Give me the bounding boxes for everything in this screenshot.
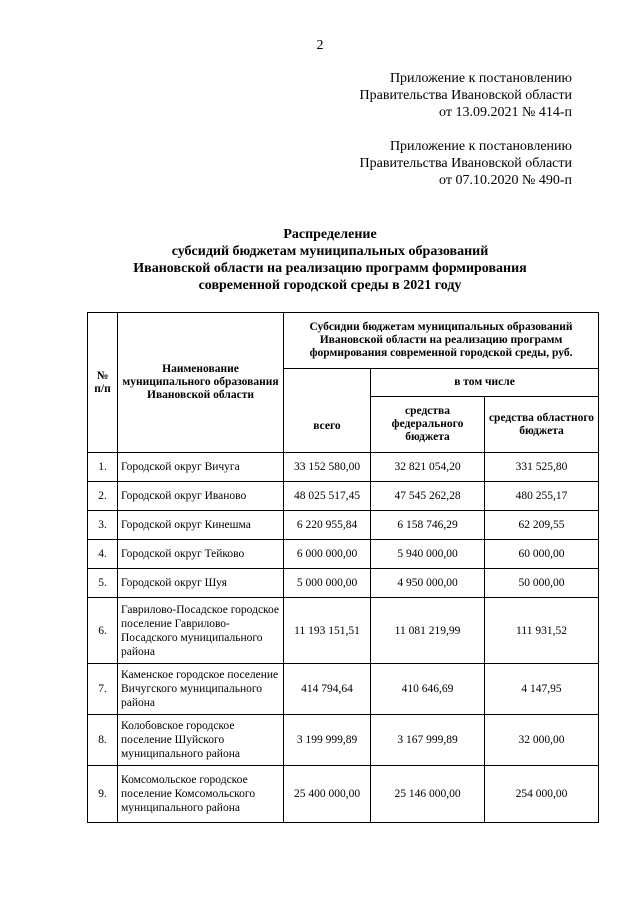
municipality-name: Городской округ Иваново	[118, 482, 284, 511]
table-row	[88, 664, 599, 715]
table-row	[88, 511, 599, 540]
regional-amount: 4 147,95	[485, 664, 599, 715]
page-number: 2	[316, 38, 324, 53]
federal-amount: 25 146 000,00	[371, 766, 485, 823]
regional-amount: 480 255,17	[485, 482, 599, 511]
total-amount: 33 152 580,00	[284, 453, 371, 482]
table-row	[88, 540, 599, 569]
municipality-name: Городской округ Вичуга	[118, 453, 284, 482]
municipality-name: Городской округ Шуя	[118, 569, 284, 598]
municipality-name: Городской округ Тейково	[118, 540, 284, 569]
appendix-current-line1: Приложение к постановлению	[389, 71, 572, 86]
table-row	[88, 598, 599, 664]
appendix-current-line2: Правительства Ивановской области	[359, 88, 572, 103]
distribution-table	[87, 312, 599, 823]
table-row	[88, 453, 599, 482]
federal-amount: 6 158 746,29	[371, 511, 485, 540]
row-number: 7.	[88, 664, 118, 715]
federal-amount: 410 646,69	[371, 664, 485, 715]
federal-amount: 3 167 999,89	[371, 715, 485, 766]
total-amount: 414 794,64	[284, 664, 371, 715]
regional-amount: 254 000,00	[485, 766, 599, 823]
appendix-original-line2: Правительства Ивановской области	[359, 156, 572, 171]
appendix-current-line3: от 13.09.2021 № 414-п	[439, 105, 572, 120]
appendix-original-line1: Приложение к постановлению	[389, 139, 572, 154]
appendix-original	[360, 138, 572, 189]
row-number: 6.	[88, 598, 118, 664]
regional-amount: 331 525,80	[485, 453, 599, 482]
document-title	[60, 226, 600, 294]
title-line4: современной городской среды в 2021 году	[198, 278, 462, 293]
federal-amount: 47 545 262,28	[371, 482, 485, 511]
row-number: 2.	[88, 482, 118, 511]
appendix-current	[360, 70, 572, 121]
total-amount: 48 025 517,45	[284, 482, 371, 511]
federal-amount: 4 950 000,00	[371, 569, 485, 598]
federal-amount: 11 081 219,99	[371, 598, 485, 664]
header-subsidy: Субсидии бюджетам муниципальных образований Ивановской области на реализацию программ формирования современной городской среды, руб.	[284, 313, 599, 369]
title-line1: Распределение	[283, 227, 377, 242]
total-amount: 6 220 955,84	[284, 511, 371, 540]
total-amount: 11 193 151,51	[284, 598, 371, 664]
municipality-name: Городской округ Кинешма	[118, 511, 284, 540]
total-amount: 25 400 000,00	[284, 766, 371, 823]
total-amount: 5 000 000,00	[284, 569, 371, 598]
row-number: 8.	[88, 715, 118, 766]
header-federal: средства федерального бюджета	[371, 397, 485, 453]
row-number: 3.	[88, 511, 118, 540]
header-including: в том числе	[371, 369, 599, 397]
regional-amount: 62 209,55	[485, 511, 599, 540]
header-name: Наименование муниципального образования Ивановской области	[118, 313, 284, 453]
table-row	[88, 715, 599, 766]
header-regional: средства областного бюджета	[485, 397, 599, 453]
municipality-name: Колобовское городское поселение Шуйского муниципального района	[118, 715, 284, 766]
federal-amount: 32 821 054,20	[371, 453, 485, 482]
municipality-name: Комсомольское городское поселение Комсомольского муниципального района	[118, 766, 284, 823]
table-row	[88, 569, 599, 598]
title-line2: субсидий бюджетам муниципальных образований	[171, 244, 489, 259]
row-number: 4.	[88, 540, 118, 569]
header-num: № п/п	[88, 313, 118, 453]
appendix-original-line3: от 07.10.2020 № 490-п	[439, 173, 572, 188]
table-row	[88, 482, 599, 511]
regional-amount: 50 000,00	[485, 569, 599, 598]
regional-amount: 111 931,52	[485, 598, 599, 664]
municipality-name: Гаврилово-Посадское городское поселение Гаврилово-Посадского муниципального района	[118, 598, 284, 664]
regional-amount: 32 000,00	[485, 715, 599, 766]
row-number: 5.	[88, 569, 118, 598]
regional-amount: 60 000,00	[485, 540, 599, 569]
header-total: всего	[284, 369, 371, 453]
table-row	[88, 766, 599, 823]
total-amount: 6 000 000,00	[284, 540, 371, 569]
row-number: 9.	[88, 766, 118, 823]
federal-amount: 5 940 000,00	[371, 540, 485, 569]
row-number: 1.	[88, 453, 118, 482]
total-amount: 3 199 999,89	[284, 715, 371, 766]
title-line3: Ивановской области на реализацию программ формирования	[133, 261, 527, 276]
municipality-name: Каменское городское поселение Вичугского муниципального района	[118, 664, 284, 715]
